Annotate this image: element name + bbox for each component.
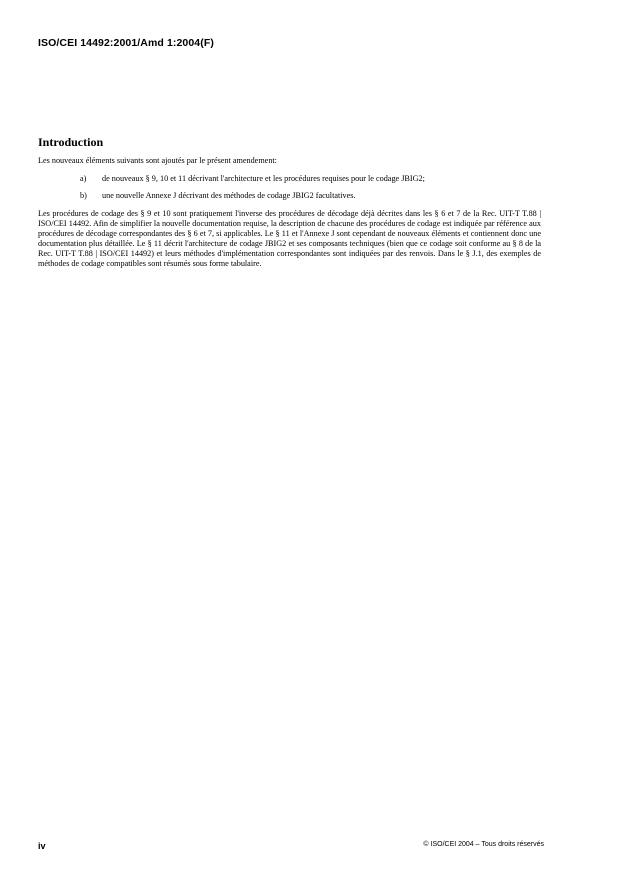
list-item-text: de nouveaux § 9, 10 et 11 décrivant l'architecture et les procédures requises pour le codage JBIG2; bbox=[102, 174, 425, 183]
copyright-notice: © ISO/CEI 2004 – Tous droits réservés bbox=[423, 841, 544, 848]
body-paragraph: Les procédures de codage des § 9 et 10 sont pratiquement l'inverse des procédures de décodage déjà décrites dans les § 6 et 7 de la Rec. UIT-T T.88 | ISO/CEI 14492. Afin de simplifier la nouvelle documentation requise, la description de chacune des procédures de codage est indiquée par référence aux procédures de décodage correspondantes des § 6 et 7, si applicables. Le § 11 et l'Annexe J sont cependant de nouveaux éléments et contiennent donc une documentation plus détaillée. Le § 11 décrit l'architecture de codage JBIG2 et ses composants techniques (bien que ce codage soit conforme au § 8 de la Rec. UIT-T T.88 | ISO/CEI 14492) et leurs méthodes d'implémentation correspondantes sont indiquées par des renvois. Dans le § J.1, des exemples de méthodes de codage compatibles sont résumés sous forme tabulaire. bbox=[38, 209, 541, 268]
list-item-text: une nouvelle Annexe J décrivant des méthodes de codage JBIG2 facultatives. bbox=[102, 191, 356, 200]
amendment-list bbox=[38, 174, 541, 208]
list-marker: a) bbox=[80, 174, 87, 183]
page-number: iv bbox=[38, 841, 46, 851]
document-identifier: ISO/CEI 14492:2001/Amd 1:2004(F) bbox=[38, 37, 214, 49]
list-marker: b) bbox=[80, 191, 87, 200]
list-item bbox=[38, 174, 541, 191]
section-title: Introduction bbox=[38, 135, 104, 149]
intro-sentence: Les nouveaux éléments suivants sont ajoutés par le présent amendement: bbox=[38, 156, 277, 165]
list-item bbox=[38, 191, 541, 208]
